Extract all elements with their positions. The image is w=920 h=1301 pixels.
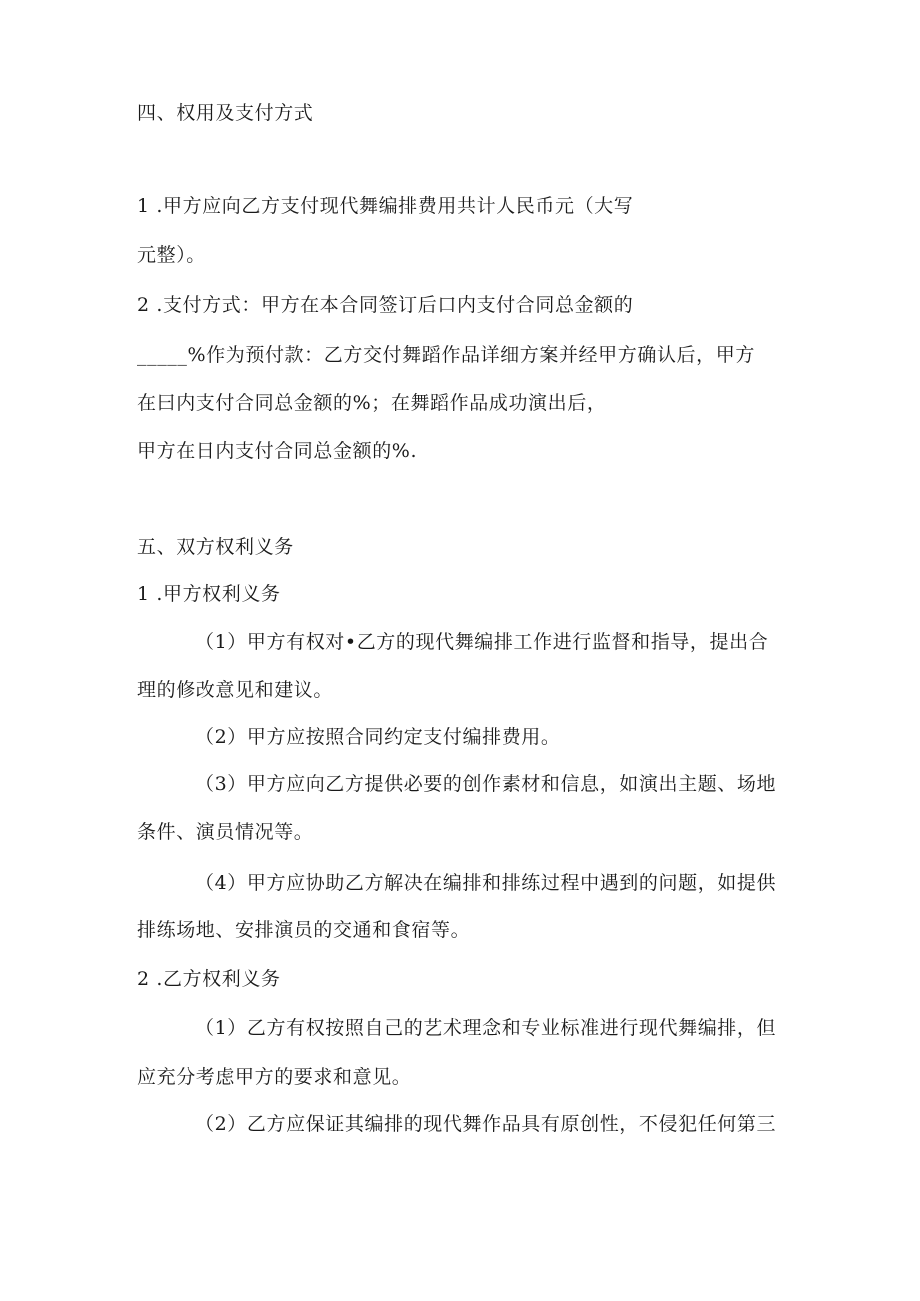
section-heading: 五、双方权利义务: [137, 536, 294, 558]
paragraph-line: 应充分考虑甲方的要求和意见。: [137, 1066, 412, 1088]
paragraph-line: 理的修改意见和建议。: [137, 679, 334, 701]
paragraph-line: _____%作为预付款：乙方交付舞蹈作品详细方案并经甲方确认后，甲方: [137, 344, 755, 366]
subsection-heading: 1 .甲方权利义务: [137, 583, 281, 605]
paragraph-line: （2）乙方应保证其编排的现代舞作品具有原创性，不侵犯任何第三: [195, 1113, 777, 1135]
paragraph-line: 排练场地、安排演员的交通和食宿等。: [137, 919, 471, 941]
subsection-heading: 2 .乙方权利义务: [137, 968, 281, 990]
paragraph-line: （2）甲方应按照合同约定支付编排费用。: [195, 726, 561, 748]
paragraph-line: 2 .支付方式：甲方在本合同签订后口内支付合同总金额的: [137, 294, 634, 316]
paragraph-line: （4）甲方应协助乙方解决在编排和排练过程中遇到的问题，如提供: [195, 872, 777, 894]
paragraph-line: 甲方在日内支付合同总金额的%.: [137, 440, 418, 462]
paragraph-line: 在曰内支付合同总金额的%；在舞蹈作品成功演出后，: [137, 392, 607, 414]
paragraph-line: 1 .甲方应向乙方支付现代舞编排费用共计人民币元（大写: [137, 195, 634, 217]
paragraph-line: 元整）。: [137, 244, 206, 266]
section-heading: 四、权用及支付方式: [137, 102, 314, 124]
paragraph-line: 条件、演员情况等。: [137, 821, 314, 843]
paragraph-line: （1）乙方有权按照自己的艺术理念和专业标准进行现代舞编排，但: [195, 1017, 777, 1039]
paragraph-line: （3）甲方应向乙方提供必要的创作素材和信息，如演出主题、场地: [195, 773, 777, 795]
paragraph-line: （1）甲方有权对•乙方的现代舞编排工作进行监督和指导，提出合: [195, 631, 769, 653]
